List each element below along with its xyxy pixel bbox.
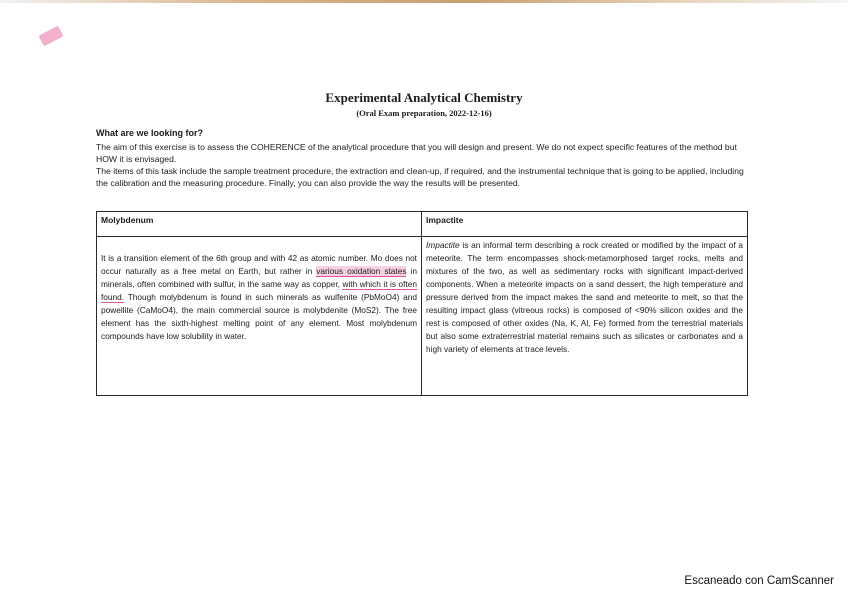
molybdenum-description (97, 237, 422, 396)
page-title: Experimental Analytical Chemistry (325, 90, 523, 105)
intro-text (96, 141, 748, 189)
header-molybdenum: Molybdenum (97, 212, 422, 237)
impactite-description (422, 237, 748, 396)
molybdenum-text-part-1: It is a transition element of the 6th group and with 42 as atomic number. Mo does not occur naturally as a free metal on Earth, but rather in (101, 253, 417, 276)
impactite-text: is an informal term describing a rock created or modified by the impact of a meteorite. The term encompasses shock-metamorphosed target rocks, melts and mixtures of the two, as well as sedimentary rocks with significant impact-derived components. When a meteorite impacts on a sand dessert, the high temperature and pressure derived from the impact makes the sand and meteorite to melt, so that the resulting impact glass (vitreous rocks) is composed of <90% silicon oxides and the rest is composed of other oxides (Na, K, Al, Fe) formed from the terrestrial materials but also some extraterrestrial material remains such as silicates or carbonates and a high variety of elements at trace levels. (426, 240, 743, 354)
topics-table (96, 211, 748, 396)
header-impactite: Impactite (422, 212, 748, 237)
molybdenum-text-part-3: Though molybdenum is found in such minerals as wulfenite (PbMoO4) and powellite (CaMoO4), the main commercial source is molybdenite (MoS2). The free element has the sixth-highest melting point of any element. Most molybdenum compounds have low solubility in water. (101, 292, 417, 341)
underlined-phrase: with which it is often found. (101, 279, 417, 302)
camscanner-watermark: Escaneado con CamScanner (684, 575, 834, 587)
table-row (97, 237, 748, 396)
table-header-row (97, 212, 748, 237)
page-subtitle: (Oral Exam preparation, 2022-12-16) (356, 108, 492, 118)
highlighter-mark (38, 26, 63, 47)
intro-paragraph-2: The items of this task include the sample treatment procedure, the extraction and clean-up, if required, and the instrumental technique that is going to be applied, including the calibration and the measuring procedure. Finally, you can also provide the way the results will be presented. (96, 166, 744, 188)
scan-top-edge (0, 0, 848, 3)
impactite-term: Impactite (426, 240, 460, 250)
highlighted-phrase: various oxidation states (316, 266, 407, 276)
molybdenum-text-part-2: in minerals, often combined with sulfur, in the same way as copper, (101, 266, 417, 289)
section-heading: What are we looking for? (96, 128, 204, 138)
intro-paragraph-1: The aim of this exercise is to assess the COHERENCE of the analytical procedure that you will design and present. We do not expect specific features of the method but HOW it is envisaged. (96, 142, 737, 164)
